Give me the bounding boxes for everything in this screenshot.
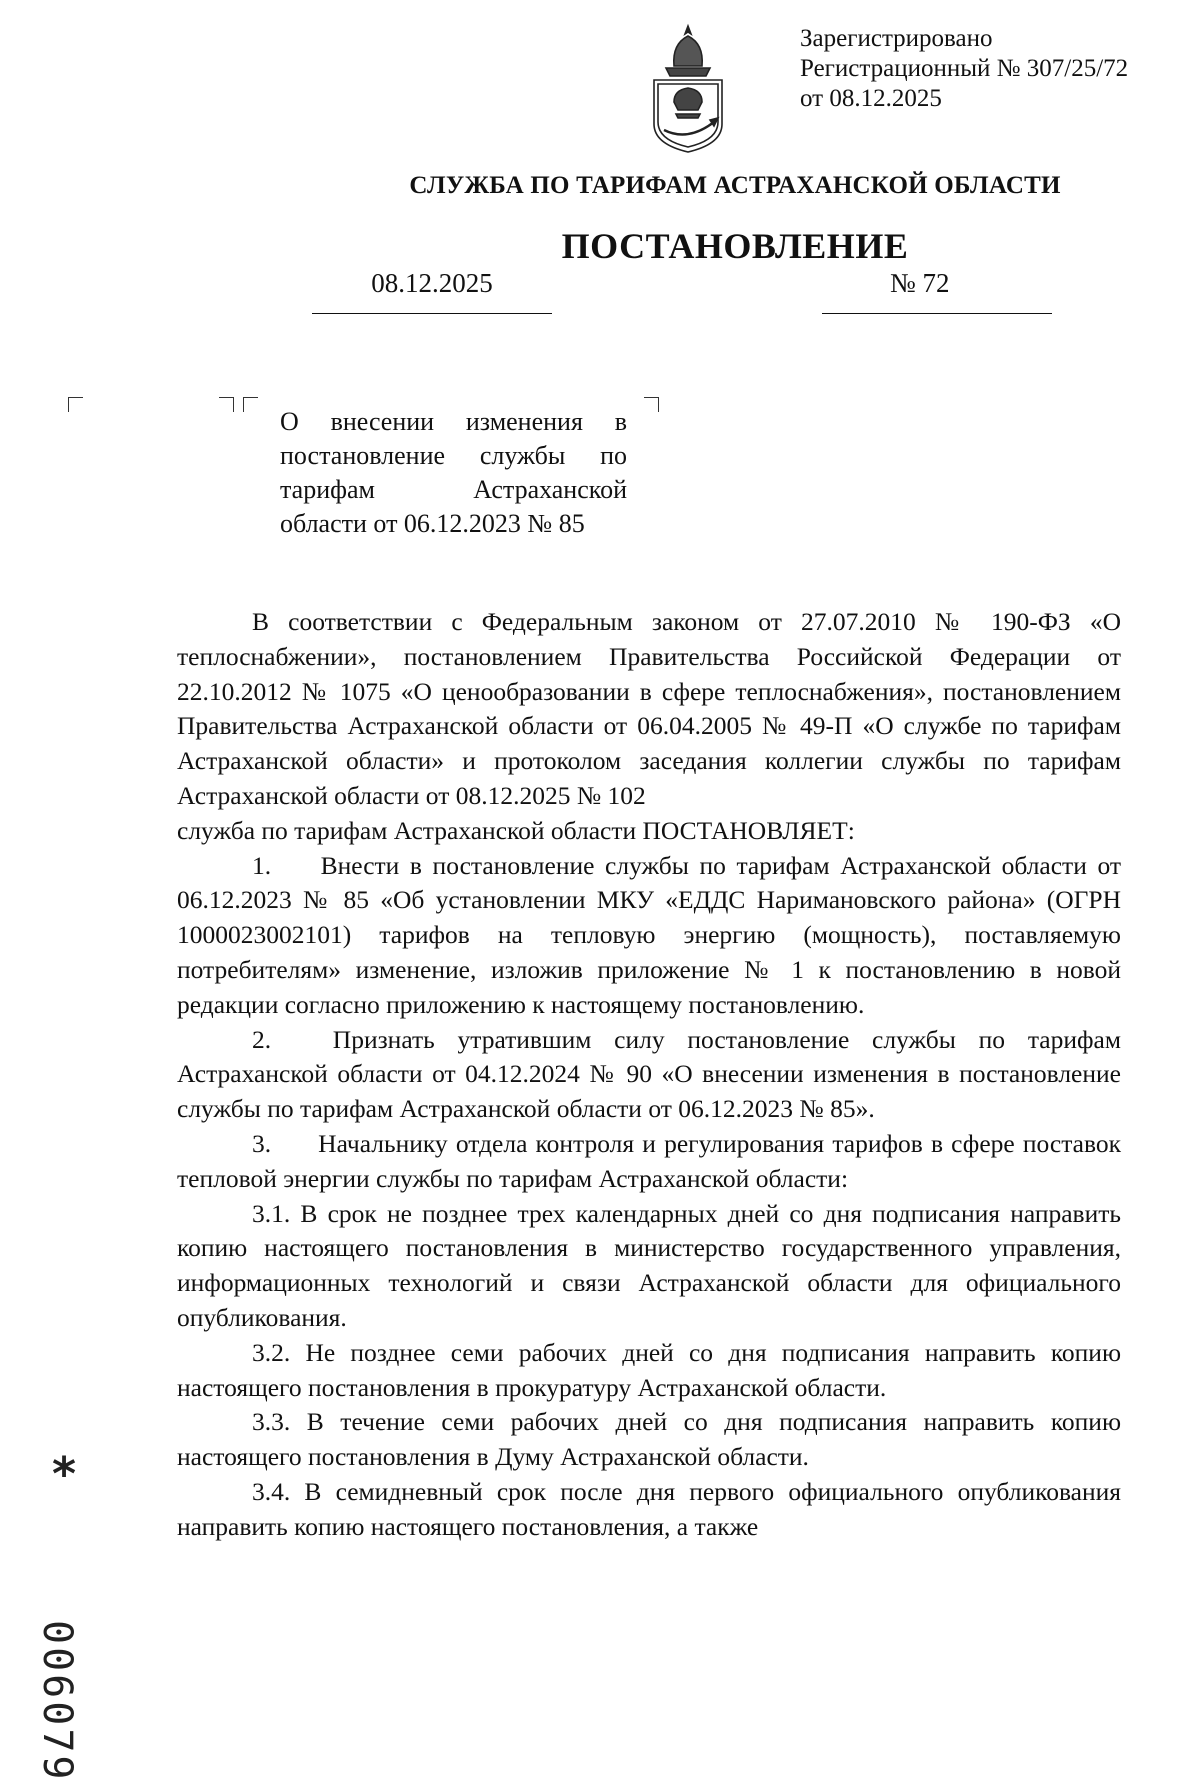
registration-status: Зарегистрировано	[800, 25, 993, 52]
clause-2	[177, 1023, 1121, 1127]
subject-corner-mark	[644, 397, 659, 412]
document-body	[177, 605, 1121, 1545]
subject-line: постановление службы по	[280, 441, 627, 470]
subject-line: области от 06.12.2023 № 85	[280, 509, 585, 538]
side-stamp-serial: 006079	[34, 1620, 80, 1783]
clause-label: 3.3.	[252, 1407, 291, 1437]
side-stamp-mark: *	[52, 1447, 77, 1501]
clause-text: В срок не позднее трех календарных дней со дня подписания направить копию настоящего постановления в министерство государственного управления, информационных технологий и связи Астраханской области для официального опубликования.	[177, 1198, 1121, 1332]
subject-corner-mark	[243, 397, 258, 412]
clause-text: Внести в постановление службы по тарифам Астраханской области от 06.12.2023 № 85 «Об установлении МКУ «ЕДДС Наримановского района» (ОГРН 1000023002101) тарифов на тепловую энергию (мощность), поставляемую потребителям» изменение, изложив приложение № 1 к постановлению в новой редакции согласно приложению к настоящему постановлению.	[177, 850, 1122, 1019]
margin-corner-mark	[219, 397, 234, 412]
clause-text: Не позднее семи рабочих дней со дня подписания направить копию настоящего постановления в прокуратуру Астраханской области.	[177, 1337, 1122, 1402]
clause-3	[177, 1127, 1121, 1197]
subject-line: О внесении изменения в	[280, 407, 627, 436]
clause-label: 3.4.	[252, 1476, 291, 1506]
document-number-value: № 72	[890, 268, 950, 298]
clause-text: Признать утратившим силу постановление службы по тарифам Астраханской области от 04.12.2024 № 90 «О внесении изменения в постановление службы по тарифам Астраханской области от 06.12.2023 № 85».	[177, 1024, 1121, 1124]
subject-line: тарифам Астраханской	[280, 475, 627, 504]
clause-text: В течение семи рабочих дней со дня подписания направить копию настоящего постановления в Думу Астраханской области.	[177, 1407, 1122, 1472]
registration-stamp	[800, 24, 1128, 114]
organization-name: СЛУЖБА ПО ТАРИФАМ АСТРАХАНСКОЙ ОБЛАСТИ	[409, 172, 1061, 199]
clause-label: 3.1.	[252, 1198, 291, 1228]
clause-3-4	[177, 1475, 1121, 1545]
document-number	[822, 268, 1052, 314]
clause-label: 1.	[252, 850, 272, 880]
clause-1	[177, 849, 1121, 1023]
document-subject	[280, 405, 627, 541]
clause-label: 2.	[252, 1024, 272, 1054]
clause-text: Начальнику отдела контроля и регулирования тарифов в сфере поставок тепловой энергии службы по тарифам Астраханской области:	[177, 1128, 1121, 1193]
document-type: ПОСТАНОВЛЕНИЕ	[561, 226, 909, 266]
clause-label: 3.	[252, 1128, 272, 1158]
clause-text: В семидневный срок после дня первого официального опубликования направить копию настоящего постановления, а также	[177, 1476, 1121, 1541]
preamble: В соответствии с Федеральным законом от 27.07.2010 № 190-ФЗ «О теплоснабжении», постановлением Правительства Российской Федерации от 22.10.2012 № 1075 «О ценообразовании в сфере теплоснабжения», постановлением Правительства Астраханской области от 06.04.2005 № 49-П «О службе по тарифам Астраханской области» и протоколом заседания коллегии службы по тарифам Астраханской области от 08.12.2025 № 102	[177, 607, 1121, 810]
document-date: 08.12.2025	[312, 268, 552, 314]
clause-3-3	[177, 1405, 1121, 1475]
resolves-clause: служба по тарифам Астраханской области ПОСТАНОВЛЯЕТ:	[177, 815, 855, 845]
coat-of-arms-icon	[644, 22, 732, 156]
clause-label: 3.2.	[252, 1337, 291, 1367]
clause-3-2	[177, 1336, 1121, 1406]
clause-3-1	[177, 1197, 1121, 1336]
registration-number: Регистрационный № 307/25/72	[800, 55, 1129, 82]
registration-date: от 08.12.2025	[800, 85, 942, 112]
margin-corner-mark	[68, 397, 83, 412]
